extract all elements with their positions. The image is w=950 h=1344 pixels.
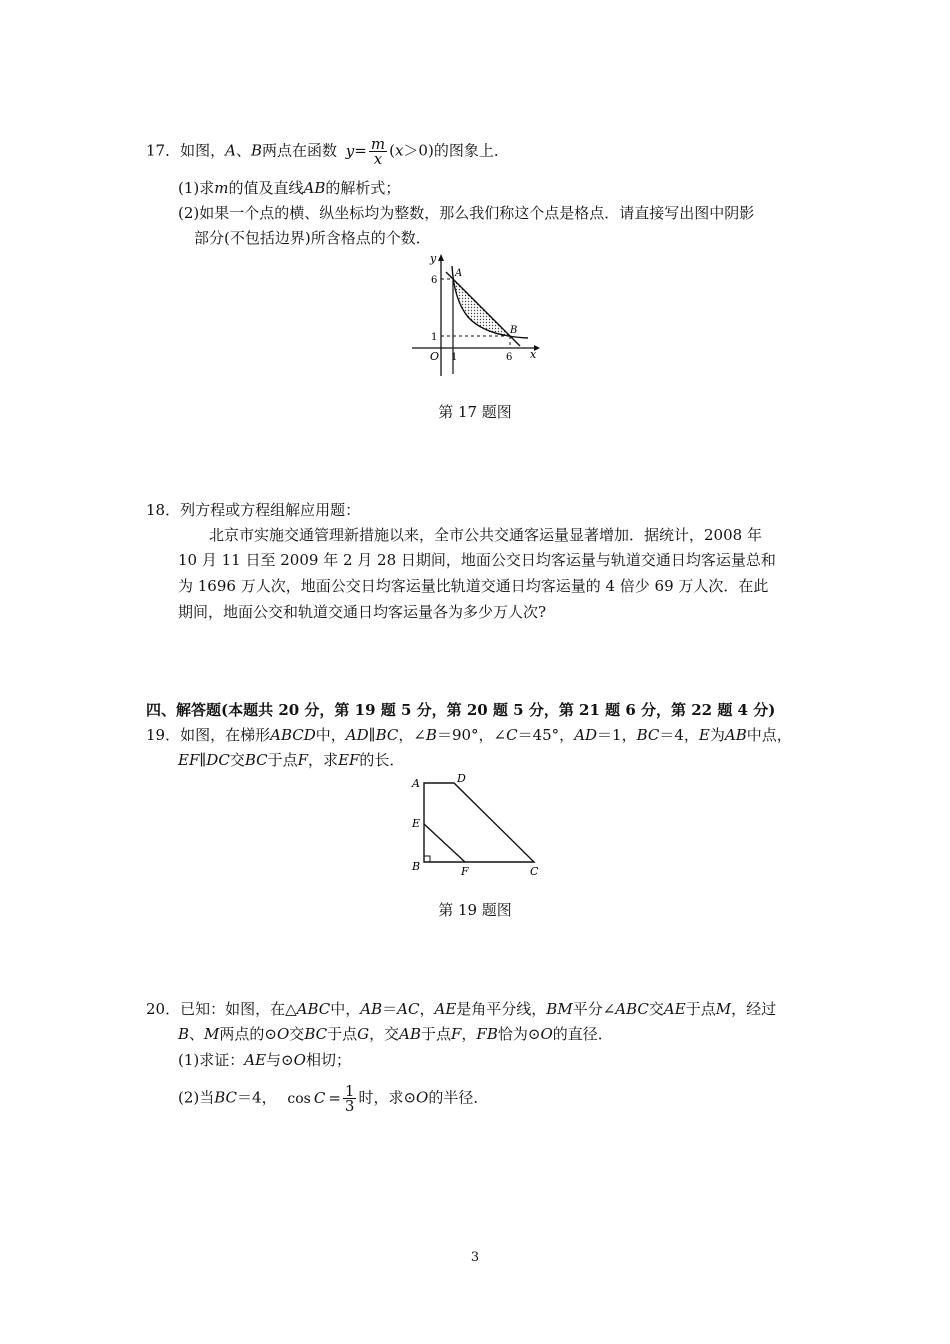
q20-stem: 20．已知：如图，在△ABC中，AB＝AC，AE是角平分线，BM平分∠ABC交AE于点M，经过: [146, 1000, 777, 1018]
q17-label-a: A: [455, 268, 463, 279]
q17-caption: 第 17 题图: [438, 403, 512, 421]
q19-label-d: D: [457, 772, 466, 785]
q18-line4: 期间，地面公交和轨道交通日均客运量各为多少万人次?: [178, 603, 547, 621]
q18-stem: 18．列方程或方程组解应用题：: [146, 501, 361, 519]
q17-part2-line2: 部分(不包括边界)所含格点的个数．: [194, 229, 431, 247]
q18-line1: 北京市实施交通管理新措施以来，全市公共交通客运量显著增加．据统计，2008 年: [209, 526, 762, 544]
q19-label-b: B: [412, 860, 421, 873]
q17-label-o: O: [430, 350, 440, 363]
q19-stem: 19．如图，在梯形ABCD中，AD∥BC，∠B＝90°，∠C＝45°，AD＝1，BC＝4，E为AB中点，: [146, 726, 792, 744]
q20-stem-line2: B、M两点的⊙O交BC于点G，交AB于点F，FB恰为⊙O的直径．: [178, 1025, 613, 1043]
q17-line-ab: [446, 272, 520, 346]
q19-caption: 第 19 题图: [438, 901, 512, 919]
q17-part2-line1: (2)如果一个点的横、纵坐标均为整数，那么我们称这个点是格点．请直接写出图中阴影: [178, 204, 755, 222]
q17-number: 17．: [146, 141, 181, 160]
q17-part1: (1)求m的值及直线AB的解析式；: [178, 179, 401, 197]
q20-fraction: $\frac{1}{3}$: [344, 1082, 355, 1115]
q20-part2: (2)当BC＝4， cos C = $\frac{1}{3}$ 时，求⊙O的半径．: [178, 1082, 489, 1115]
q17-stem: 17．如图，A、B两点在函数 y= $\frac{m}{x}$ (x＞0)的图象上．: [146, 135, 509, 168]
q20-part1: (1)求证：AE与⊙O相切；: [178, 1051, 351, 1069]
q17-tick-1x: 1: [451, 352, 458, 363]
q17-label-y: y: [430, 252, 437, 265]
section-4-heading: 四、解答题(本题共 20 分，第 19 题 5 分，第 20 题 5 分，第 21 题 6 分，第 22 题 4 分): [146, 701, 776, 719]
q19-number: 19．: [146, 726, 181, 744]
q19-label-f: F: [461, 865, 469, 878]
q18-line3: 为 1696 万人次，地面公交日均客运量比轨道交通日均客运量的 4 倍少 69 万人次．在此: [178, 577, 769, 595]
q19-label-a: A: [412, 777, 420, 790]
q17-fraction: $\frac{m}{x}$: [370, 135, 386, 168]
q19-label-e: E: [412, 817, 421, 830]
q19-figure: [410, 772, 550, 882]
q18-line2: 10 月 11 日至 2009 年 2 月 28 日期间，地面公交日均客运量与轨道交通日均客运量总和: [178, 551, 776, 569]
q20-number: 20．: [146, 1000, 181, 1018]
q18-number: 18．: [146, 501, 181, 519]
q19-right-angle: [424, 856, 430, 862]
q19-stem-line2: EF∥DC交BC于点F，求EF的长．: [178, 751, 405, 769]
q17-tick-6y: 6: [431, 275, 438, 286]
page-number: 3: [470, 1250, 480, 1265]
q17-tick-6x: 6: [506, 352, 513, 363]
q17-label-x: x: [530, 348, 537, 361]
q17-figure: [410, 252, 550, 382]
q19-trapezoid: [424, 783, 534, 862]
q17-label-b: B: [510, 325, 518, 336]
q19-label-c: C: [530, 865, 539, 878]
q17-tick-1y: 1: [431, 332, 438, 343]
